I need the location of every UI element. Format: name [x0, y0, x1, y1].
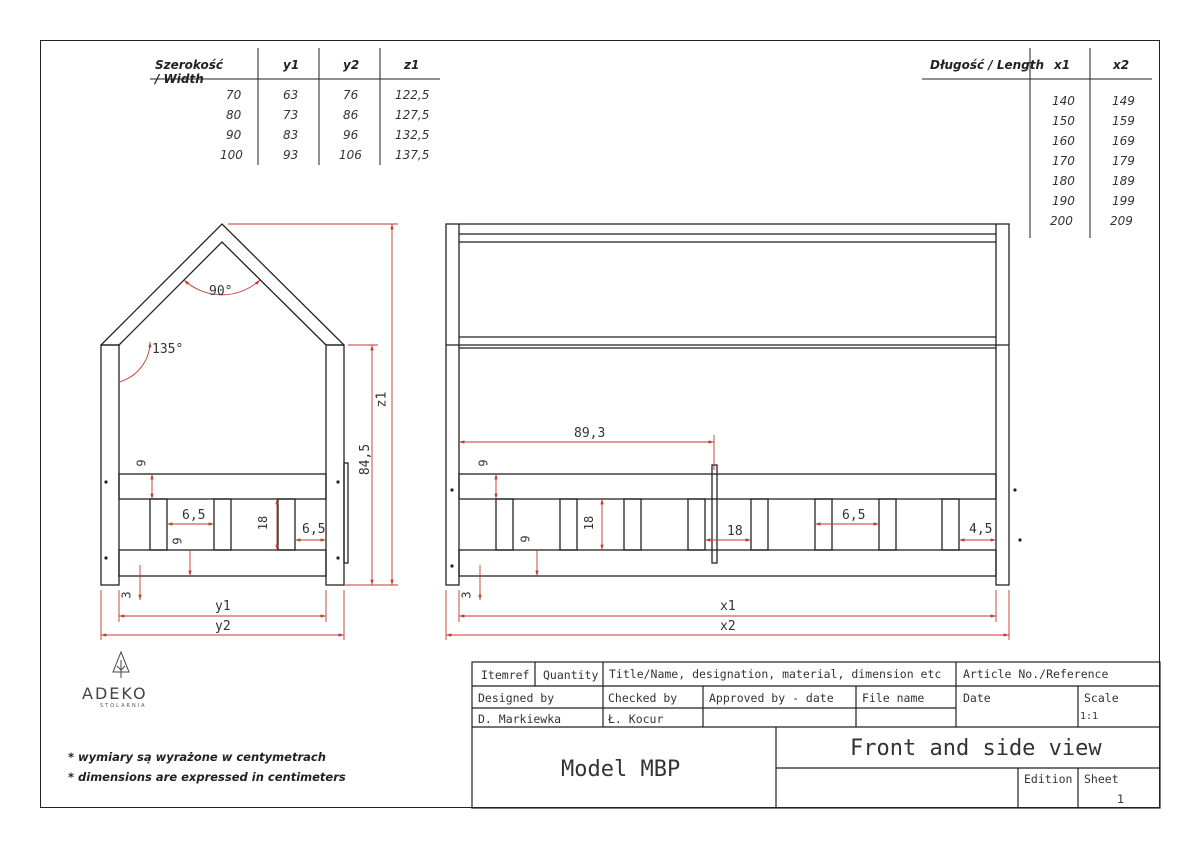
y1-cell: 93	[283, 148, 299, 162]
x1-cell: 200	[1050, 214, 1073, 228]
z1-cell: 127,5	[395, 108, 430, 122]
width-cell: 90	[226, 128, 242, 142]
dim-y2-label: y2	[215, 619, 231, 634]
title-field-label: Title/Name, designation, material, dimension etc	[609, 667, 942, 681]
title-block-grid	[472, 662, 1160, 808]
x1-header: x1	[1054, 58, 1071, 72]
file-name-label: File name	[862, 691, 925, 705]
dim-9-label: 9	[518, 535, 533, 543]
x1-cell: 140	[1052, 94, 1075, 108]
x1-cell: 190	[1052, 194, 1075, 208]
dim-65-label: 6,5	[842, 508, 866, 523]
length-header: Długość / Length	[930, 58, 1045, 72]
width-cell: 70	[226, 88, 242, 102]
y1-cell: 63	[283, 88, 299, 102]
dim-9-label: 9	[134, 459, 149, 467]
x2-cell: 189	[1112, 174, 1135, 188]
note-pl: * wymiary są wyrażone w centymetrach	[68, 750, 326, 764]
width-table-grid	[150, 48, 440, 165]
dim-x1-label: x1	[720, 599, 736, 614]
width-cell: 80	[226, 108, 242, 122]
x1-cell: 150	[1052, 114, 1075, 128]
dim-893-label: 89,3	[574, 426, 606, 441]
length-table-grid	[922, 48, 1152, 238]
company-logo-sub: STOLARNIA	[100, 703, 147, 709]
dim-3-label: 3	[459, 591, 474, 599]
sheet-value: 1	[1117, 792, 1124, 806]
dim-65-label: 6,5	[182, 508, 206, 523]
designed-by-label: Designed by	[478, 691, 555, 705]
dim-18-label: 18	[256, 515, 271, 531]
x2-cell: 169	[1112, 134, 1135, 148]
angle-135-label: 135°	[152, 342, 184, 357]
x2-cell: 209	[1110, 214, 1133, 228]
dim-65-label: 6,5	[302, 522, 326, 537]
x2-cell: 159	[1112, 114, 1135, 128]
dim-45-label: 4,5	[969, 522, 993, 537]
z1-header: z1	[404, 58, 420, 72]
width-header: Szerokość / Width	[155, 58, 223, 86]
sheet-label: Sheet	[1084, 772, 1119, 786]
dim-y1-label: y1	[215, 599, 231, 614]
scale-value: 1:1	[1080, 711, 1099, 722]
tree-logo-icon	[113, 652, 129, 678]
article-label: Article No./Reference	[963, 667, 1109, 681]
y2-cell: 96	[343, 128, 359, 142]
quantity-label: Quantity	[543, 668, 599, 682]
width-cell: 100	[220, 148, 243, 162]
dim-18-label: 18	[727, 524, 743, 539]
y2-cell: 106	[339, 148, 362, 162]
dim-9-label: 9	[476, 459, 491, 467]
edition-label: Edition	[1024, 772, 1073, 786]
z1-cell: 132,5	[395, 128, 430, 142]
model-name: Model MBP	[561, 757, 681, 782]
dim-3-label: 3	[119, 591, 134, 599]
x2-cell: 199	[1112, 194, 1135, 208]
y2-cell: 86	[343, 108, 359, 122]
checked-by-label: Checked by	[608, 691, 678, 705]
y1-cell: 83	[283, 128, 299, 142]
z1-cell: 137,5	[395, 148, 430, 162]
itemref-label: Itemref	[481, 668, 530, 682]
designed-by-value: D. Markiewka	[478, 712, 562, 726]
x1-cell: 170	[1052, 154, 1075, 168]
note-en: * dimensions are expressed in centimeters	[68, 770, 346, 784]
z1-cell: 122,5	[395, 88, 430, 102]
x1-cell: 180	[1052, 174, 1075, 188]
dim-z1-label: z1	[374, 391, 390, 408]
scale-label: Scale	[1084, 691, 1119, 705]
x2-cell: 149	[1112, 94, 1135, 108]
dim-x2-label: x2	[720, 619, 736, 634]
x1-cell: 160	[1052, 134, 1075, 148]
x2-header: x2	[1113, 58, 1130, 72]
dim-9-label: 9	[170, 537, 185, 545]
dim-18-label: 18	[582, 515, 597, 531]
angle-90-label: 90°	[209, 284, 233, 299]
y2-header: y2	[343, 58, 360, 72]
date-label: Date	[963, 691, 991, 705]
approved-label: Approved by - date	[709, 691, 834, 705]
dim-height-label: 84,5	[358, 443, 374, 476]
y1-cell: 73	[283, 108, 299, 122]
checked-by-value: Ł. Kocur	[608, 712, 664, 726]
x2-cell: 179	[1112, 154, 1135, 168]
y1-header: y1	[283, 58, 300, 72]
y2-cell: 76	[343, 88, 359, 102]
view-title: Front and side view	[850, 736, 1102, 761]
side-view-dimensions	[101, 224, 398, 640]
company-logo-name: ADEKO	[82, 684, 148, 703]
